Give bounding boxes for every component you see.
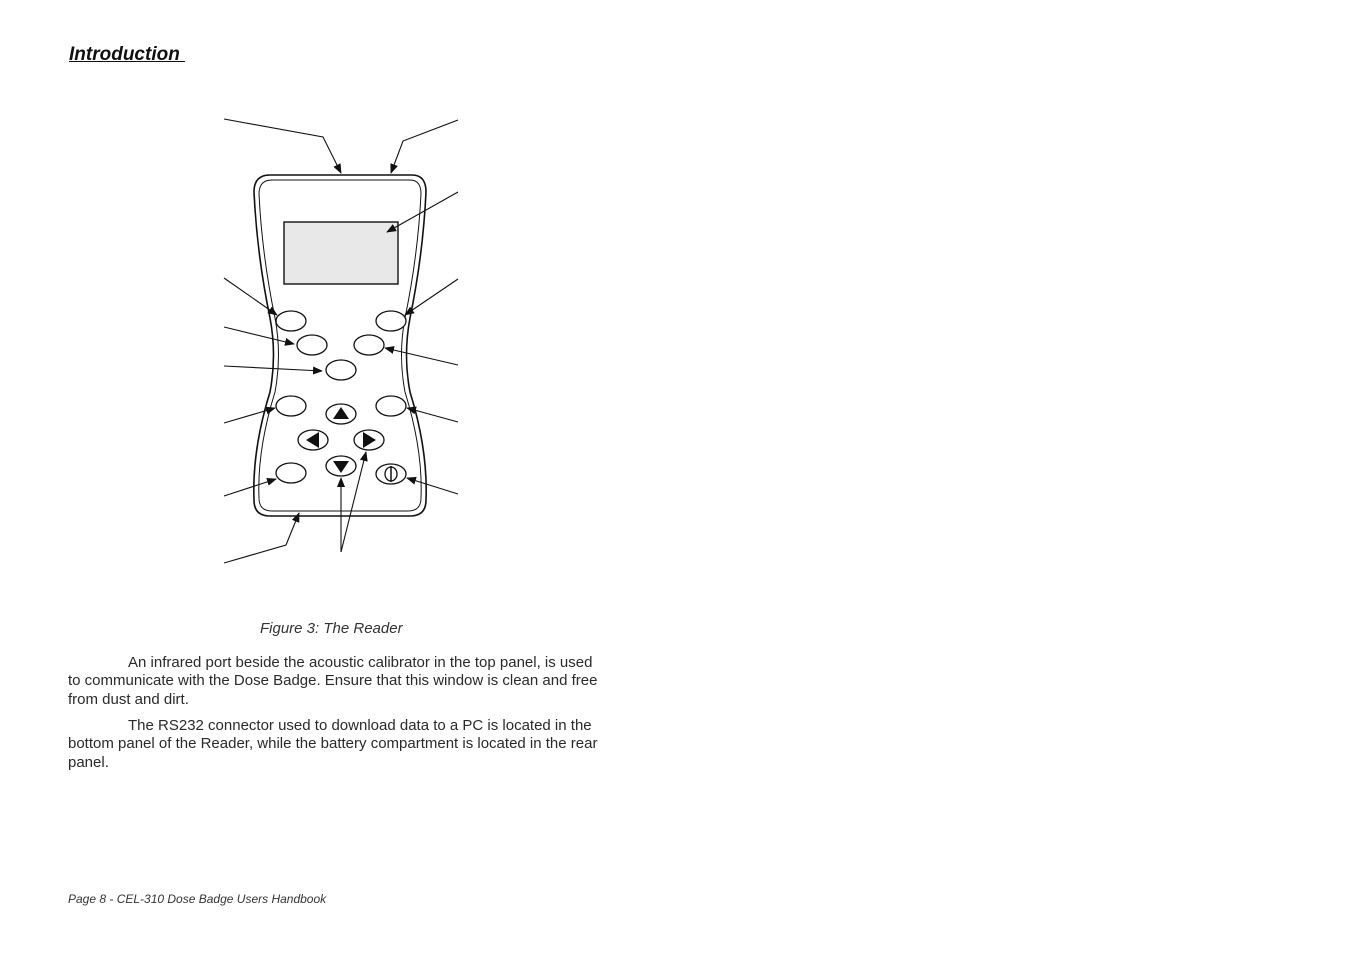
key-top-right — [376, 311, 406, 331]
display-screen — [284, 222, 398, 284]
key-center — [326, 360, 356, 380]
section-heading: Introduction — [69, 44, 186, 65]
callout-power-key — [407, 478, 458, 494]
callout-infrared-port — [224, 119, 341, 173]
key-middle-right — [376, 396, 406, 416]
key-second-right — [354, 335, 384, 355]
arrow-keys — [298, 404, 384, 476]
callout-rs232-connector — [224, 513, 299, 563]
callout-key-bottom-left — [224, 479, 276, 496]
paragraph-rs232: The RS232 connector used to download data to a PC is located in the bottom panel of the Reader, while the battery compartment is located in the rear panel. — [68, 717, 598, 771]
key-bottom-left — [276, 463, 306, 483]
page-footer: Page 8 - CEL-310 Dose Badge Users Handbook — [68, 892, 327, 906]
callout-key-middle-right — [407, 408, 458, 422]
key-second-left — [297, 335, 327, 355]
key-middle-left — [276, 396, 306, 416]
key-top-left — [276, 311, 306, 331]
callout-display — [387, 192, 458, 232]
paragraph-infrared: An infrared port beside the acoustic calibrator in the top panel, is used to communicate with the Dose Badge. Ensure that this window is clean and free from dust and dirt. — [68, 654, 598, 708]
callout-key-top-right — [405, 279, 458, 315]
callout-key-second-right — [385, 348, 458, 365]
power-key — [376, 464, 406, 484]
figure-caption: Figure 3: The Reader — [260, 620, 403, 637]
callout-acoustic-calibrator — [391, 120, 458, 173]
